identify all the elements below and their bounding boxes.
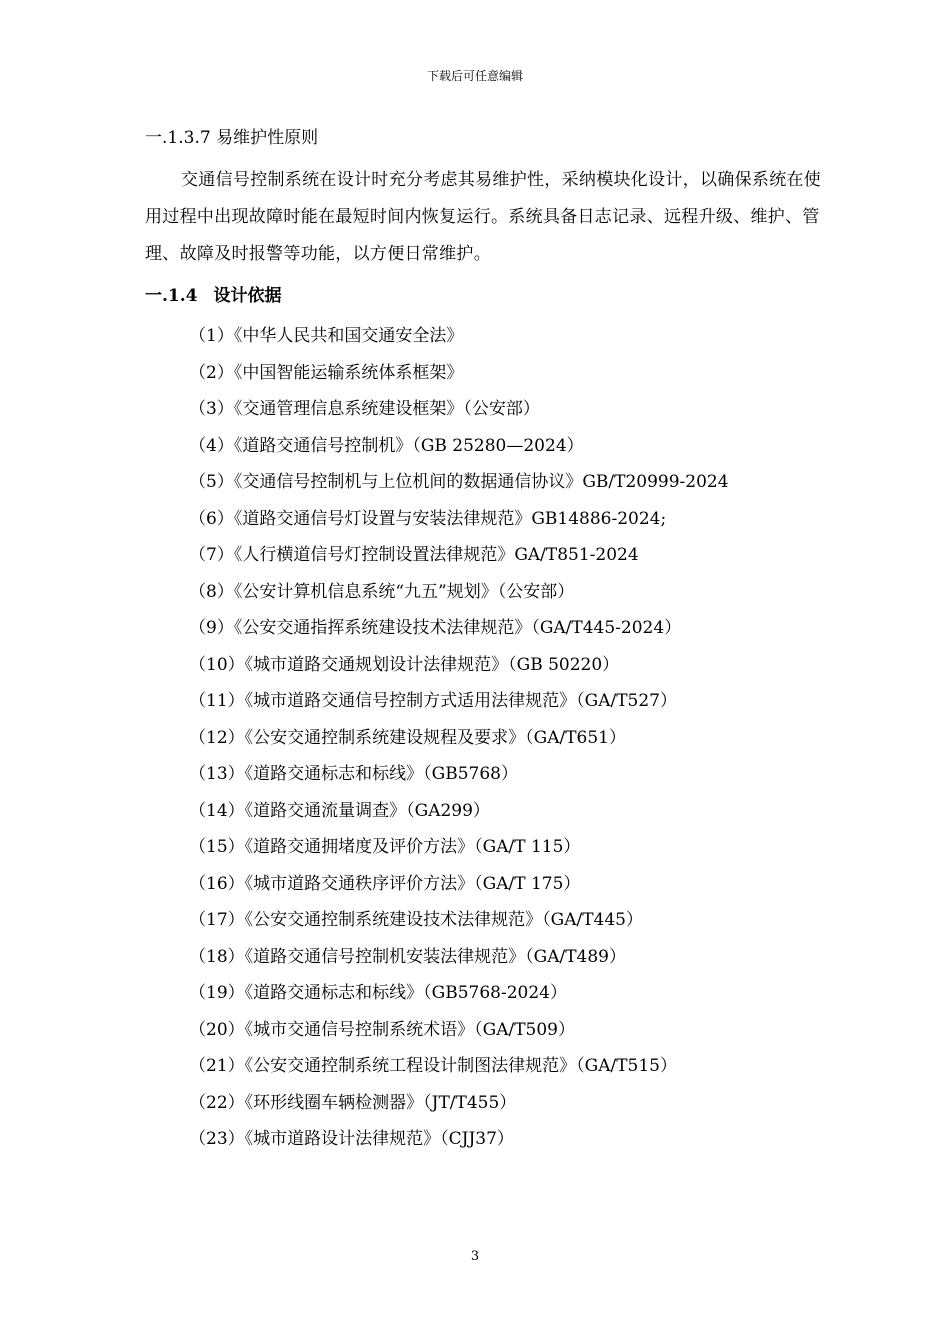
reference-item: （20）《城市交通信号控制系统术语》（GA/T509）: [189, 1019, 576, 1040]
reference-list: [145, 318, 825, 1158]
section-paragraph-maintainability: 交通信号控制系统在设计时充分考虑其易维护性，采纳模块化设计，以确保系统在使用过程中出现故障时能在最短时间内恢复运行。系统具备日志记录、远程升级、维护、管理、故障及时报警等功能，以方便日常维护。: [145, 170, 822, 264]
reference-item: （10）《城市道路交通规划设计法律规范》（GB 50220）: [189, 654, 620, 675]
reference-item: （1）《中华人民共和国交通安全法》: [189, 326, 464, 346]
section-title-1-3-7: 一.1.3.7 易维护性原则: [145, 128, 319, 148]
reference-item: （3）《交通管理信息系统建设框架》（公安部）: [189, 399, 540, 419]
reference-item: （14）《道路交通流量调查》（GA299）: [189, 800, 490, 821]
reference-item: （12）《公安交通控制系统建设规程及要求》（GA/T651）: [189, 727, 627, 748]
section-heading-text: 设计依据: [213, 286, 282, 306]
reference-item: （15）《道路交通拥堵度及评价方法》（GA/T 115）: [189, 837, 581, 857]
reference-item: （23）《城市道路设计法律规范》（CJJ37）: [189, 1129, 514, 1149]
reference-item: （21）《公安交通控制系统工程设计制图法律规范》（GA/T515）: [189, 1056, 678, 1076]
reference-item: （16）《城市道路交通秩序评价方法》（GA/T 175）: [189, 873, 581, 894]
reference-item: （18）《道路交通信号控制机安装法律规范》（GA/T489）: [189, 946, 627, 967]
section-number: 一.1.4: [145, 286, 198, 306]
section-title-1-4: [145, 283, 825, 309]
reference-item: （11）《城市道路交通信号控制方式适用法律规范》（GA/T527）: [189, 691, 678, 711]
reference-item: （13）《道路交通标志和标线》（GB5768）: [189, 764, 518, 784]
reference-item: （6）《道路交通信号灯设置与安装法律规范》GB14886-2024;: [189, 508, 667, 529]
reference-item: （4）《道路交通信号控制机》（GB 25280—2024）: [189, 435, 584, 456]
page-number: 3: [470, 1249, 480, 1264]
reference-item: （7）《人行横道信号灯控制设置法律规范》GA/T851-2024: [189, 545, 639, 565]
reference-item: （19）《道路交通标志和标线》（GB5768-2024）: [189, 983, 567, 1003]
reference-item: （17）《公安交通控制系统建设技术法律规范》（GA/T445）: [189, 910, 644, 930]
reference-item: （8）《公安计算机信息系统“九五”规划》（公安部）: [189, 581, 575, 602]
page-header: 下载后可任意编辑: [426, 69, 523, 83]
reference-item: （9）《公安交通指挥系统建设技术法律规范》（GA/T445-2024）: [189, 618, 682, 638]
reference-item: （5）《交通信号控制机与上位机间的数据通信协议》GB/T20999-2024: [189, 472, 729, 492]
document-body: [145, 125, 825, 1158]
reference-item: （2）《中国智能运输系统体系框架》: [189, 362, 464, 383]
reference-item: （22）《环形线圈车辆检测器》（JT/T455）: [189, 1092, 517, 1113]
